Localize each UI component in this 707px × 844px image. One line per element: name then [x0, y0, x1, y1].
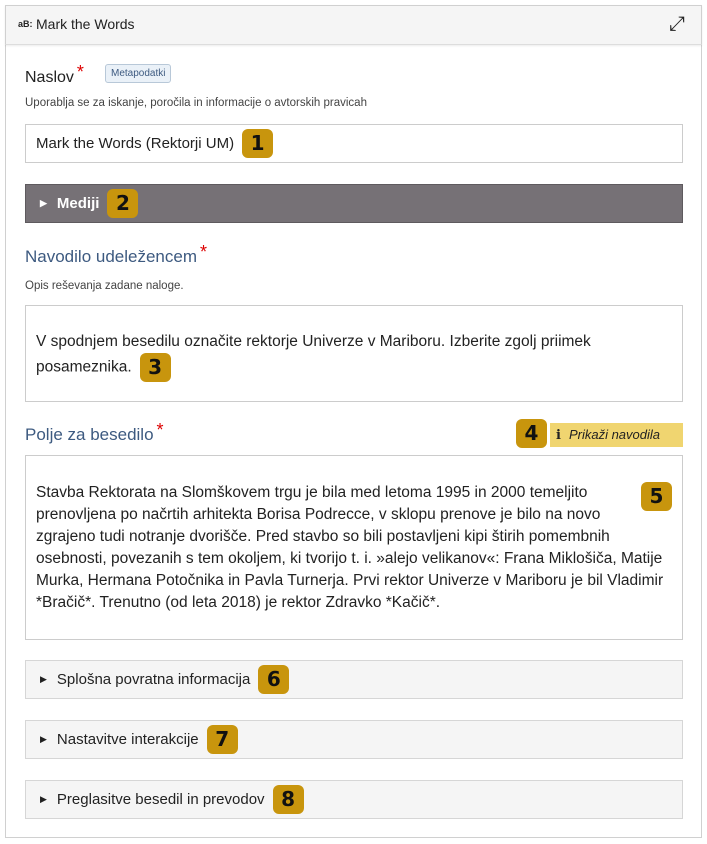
expand-icon[interactable]: ⤢ — [669, 13, 685, 35]
instructions-label: Navodilo udeležencem * — [25, 242, 208, 266]
title-input[interactable] — [25, 124, 683, 163]
section-general-feedback[interactable]: ▶ Splošna povratna informacija 6 — [25, 660, 683, 699]
title-description: Uporablja se za iskanje, poročila in informacije o avtorskih pravicah — [25, 97, 367, 109]
editor-title: Mark the Words — [36, 16, 135, 32]
badge-8: 8 — [273, 785, 304, 814]
text-field-text: Stavba Rektorata na Slomškovem trgu je bila med letoma 1995 in 2000 temeljito prenovljena po načrtih arhitekta Borisa Podrecce, v sklopu prenove je bilo na novo zgrajeno tudi notranje dvorišče. Pred stavbo so bili postavljeni kipi štirih pomembnih osebnosti, povezanih s tem okoljem, ki tvorijo t. i. »alejo velikanov«: Frana Miklošiča, Matije Murka, Hermana Potočnika in Pavla Turnerja. Prvi rektor Univerze v Mariboru je bil Vladimir *Bračič*. Trenutno (od leta 2018) je rektor Zdravko *Kačič*. — [36, 484, 664, 611]
section-behaviour-settings[interactable]: ▶ Nastavitve interakcije 7 — [25, 720, 683, 759]
media-label: Mediji — [56, 195, 100, 212]
title-input-value: Mark the Words (Rektorji UM) — [36, 135, 235, 152]
metadata-button[interactable]: Metapodatki — [105, 64, 171, 83]
text-field-textarea[interactable] — [25, 455, 683, 640]
instructions-description: Opis reševanja zadane naloge. — [25, 280, 184, 292]
caret-right-icon: ▶ — [40, 734, 47, 744]
instructions-text: V spodnjem besedilu označite rektorje Univerze v Mariboru. Izberite zgolj priimek posameznika. — [36, 333, 591, 376]
badge-1: 1 — [242, 129, 273, 158]
badge-6: 6 — [258, 665, 289, 694]
badge-7: 7 — [207, 725, 238, 754]
title-label: Naslov * — [25, 62, 84, 86]
caret-right-icon: ▶ — [40, 794, 47, 804]
badge-4: 4 — [516, 419, 547, 448]
caret-right-icon: ▶ — [40, 674, 47, 684]
show-instructions-button[interactable]: i Prikaži navodila — [550, 423, 683, 447]
mark-the-words-icon: aB: — [18, 19, 33, 29]
info-icon: i — [556, 428, 561, 443]
badge-3: 3 — [140, 353, 171, 382]
section-text-overrides[interactable]: ▶ Preglasitve besedil in prevodov 8 — [25, 780, 683, 819]
caret-right-icon: ▶ — [40, 198, 47, 208]
badge-2: 2 — [107, 189, 138, 218]
instructions-textarea[interactable] — [25, 305, 683, 402]
text-field-label: Polje za besedilo * — [25, 420, 164, 444]
badge-5: 5 — [641, 482, 672, 511]
editor-header — [5, 5, 702, 45]
media-section-toggle[interactable] — [25, 184, 683, 223]
